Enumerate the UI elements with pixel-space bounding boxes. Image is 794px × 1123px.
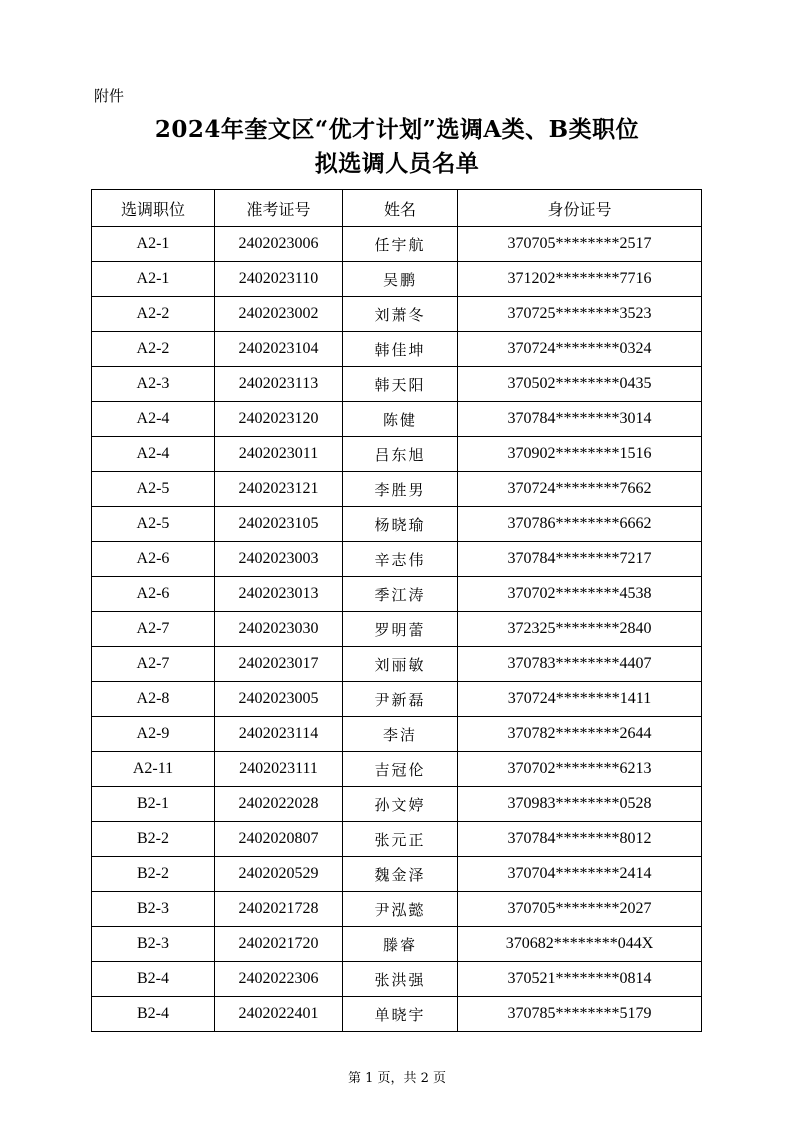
cell-position: B2-1 [92, 787, 215, 822]
cell-name: 滕睿 [343, 927, 458, 962]
cell-name: 韩天阳 [343, 367, 458, 402]
cell-exam-number: 2402023111 [215, 752, 343, 787]
cell-position: A2-7 [92, 647, 215, 682]
cell-name: 季江涛 [343, 577, 458, 612]
cell-exam-number: 2402020807 [215, 822, 343, 857]
cell-id-number: 370784********8012 [458, 822, 702, 857]
cell-id-number: 370704********2414 [458, 857, 702, 892]
table-row [92, 297, 702, 332]
cell-id-number: 372325********2840 [458, 612, 702, 647]
cell-exam-number: 2402022401 [215, 997, 343, 1032]
cell-name: 吉冠伦 [343, 752, 458, 787]
page-number-footer: 第 1 页，共 2 页 [347, 1071, 447, 1086]
cell-exam-number: 2402022306 [215, 962, 343, 997]
attachment-label: 附件 [94, 87, 125, 105]
cell-exam-number: 2402023105 [215, 507, 343, 542]
cell-name: 吕东旭 [343, 437, 458, 472]
cell-exam-number: 2402023114 [215, 717, 343, 752]
cell-id-number: 370724********0324 [458, 332, 702, 367]
cell-position: A2-1 [92, 262, 215, 297]
cell-name: 刘萧冬 [343, 297, 458, 332]
header-name: 姓名 [343, 190, 458, 227]
table-row [92, 262, 702, 297]
cell-id-number: 370902********1516 [458, 437, 702, 472]
cell-name: 陈健 [343, 402, 458, 437]
cell-position: A2-11 [92, 752, 215, 787]
cell-id-number: 370782********2644 [458, 717, 702, 752]
cell-position: A2-7 [92, 612, 215, 647]
cell-name: 任宇航 [343, 227, 458, 262]
cell-position: B2-4 [92, 962, 215, 997]
cell-position: A2-8 [92, 682, 215, 717]
cell-id-number: 370502********0435 [458, 367, 702, 402]
cell-id-number: 370682********044X [458, 927, 702, 962]
cell-exam-number: 2402022028 [215, 787, 343, 822]
table-body [92, 227, 702, 1032]
table-row [92, 822, 702, 857]
cell-id-number: 370705********2517 [458, 227, 702, 262]
cell-name: 张洪强 [343, 962, 458, 997]
cell-position: A2-2 [92, 332, 215, 367]
table-row [92, 752, 702, 787]
cell-position: A2-5 [92, 472, 215, 507]
cell-name: 张元正 [343, 822, 458, 857]
header-id-number: 身份证号 [458, 190, 702, 227]
cell-exam-number: 2402023110 [215, 262, 343, 297]
header-exam-number: 准考证号 [215, 190, 343, 227]
table-row [92, 332, 702, 367]
cell-id-number: 370705********2027 [458, 892, 702, 927]
cell-position: B2-3 [92, 892, 215, 927]
cell-name: 李洁 [343, 717, 458, 752]
cell-id-number: 370521********0814 [458, 962, 702, 997]
cell-name: 吴鹏 [343, 262, 458, 297]
table-row [92, 437, 702, 472]
cell-exam-number: 2402023030 [215, 612, 343, 647]
cell-position: A2-4 [92, 437, 215, 472]
table-row [92, 892, 702, 927]
table-row [92, 577, 702, 612]
cell-exam-number: 2402023120 [215, 402, 343, 437]
cell-exam-number: 2402020529 [215, 857, 343, 892]
cell-exam-number: 2402023005 [215, 682, 343, 717]
table-row [92, 927, 702, 962]
table-row [92, 682, 702, 717]
cell-name: 杨晓瑜 [343, 507, 458, 542]
cell-position: B2-2 [92, 822, 215, 857]
cell-exam-number: 2402023104 [215, 332, 343, 367]
cell-position: A2-2 [92, 297, 215, 332]
cell-name: 李胜男 [343, 472, 458, 507]
cell-id-number: 370725********3523 [458, 297, 702, 332]
cell-position: B2-4 [92, 997, 215, 1032]
cell-id-number: 370785********5179 [458, 997, 702, 1032]
page-subtitle: 拟选调人员名单 [314, 150, 480, 177]
cell-exam-number: 2402023003 [215, 542, 343, 577]
cell-exam-number: 2402023121 [215, 472, 343, 507]
cell-name: 单晓宇 [343, 997, 458, 1032]
table-row [92, 647, 702, 682]
cell-exam-number: 2402023113 [215, 367, 343, 402]
cell-name: 刘丽敏 [343, 647, 458, 682]
cell-id-number: 370783********4407 [458, 647, 702, 682]
table-row [92, 472, 702, 507]
header-position: 选调职位 [92, 190, 215, 227]
table-row [92, 402, 702, 437]
cell-id-number: 370724********1411 [458, 682, 702, 717]
cell-exam-number: 2402021720 [215, 927, 343, 962]
table-row [92, 612, 702, 647]
cell-name: 罗明蕾 [343, 612, 458, 647]
cell-exam-number: 2402023017 [215, 647, 343, 682]
cell-exam-number: 2402021728 [215, 892, 343, 927]
table-header-row [92, 190, 702, 227]
table-row [92, 227, 702, 262]
cell-exam-number: 2402023006 [215, 227, 343, 262]
table-row [92, 717, 702, 752]
table-row [92, 857, 702, 892]
cell-name: 韩佳坤 [343, 332, 458, 367]
cell-id-number: 370724********7662 [458, 472, 702, 507]
cell-id-number: 370983********0528 [458, 787, 702, 822]
cell-name: 魏金泽 [343, 857, 458, 892]
cell-exam-number: 2402023011 [215, 437, 343, 472]
cell-position: A2-3 [92, 367, 215, 402]
cell-id-number: 370702********4538 [458, 577, 702, 612]
cell-id-number: 370784********7217 [458, 542, 702, 577]
cell-position: A2-1 [92, 227, 215, 262]
cell-position: A2-5 [92, 507, 215, 542]
cell-name: 尹泓懿 [343, 892, 458, 927]
candidate-table [91, 189, 702, 1032]
table-row [92, 367, 702, 402]
cell-position: B2-3 [92, 927, 215, 962]
cell-id-number: 371202********7716 [458, 262, 702, 297]
page-title: 2024年奎文区“优才计划”选调A类、B类职位 [154, 116, 640, 143]
table-row [92, 507, 702, 542]
cell-position: A2-4 [92, 402, 215, 437]
cell-exam-number: 2402023002 [215, 297, 343, 332]
cell-name: 孙文婷 [343, 787, 458, 822]
cell-name: 辛志伟 [343, 542, 458, 577]
table-row [92, 787, 702, 822]
cell-name: 尹新磊 [343, 682, 458, 717]
cell-id-number: 370702********6213 [458, 752, 702, 787]
cell-exam-number: 2402023013 [215, 577, 343, 612]
cell-id-number: 370784********3014 [458, 402, 702, 437]
cell-position: B2-2 [92, 857, 215, 892]
table-row [92, 542, 702, 577]
cell-position: A2-6 [92, 542, 215, 577]
cell-position: A2-6 [92, 577, 215, 612]
cell-position: A2-9 [92, 717, 215, 752]
table-row [92, 962, 702, 997]
table-row [92, 997, 702, 1032]
cell-id-number: 370786********6662 [458, 507, 702, 542]
